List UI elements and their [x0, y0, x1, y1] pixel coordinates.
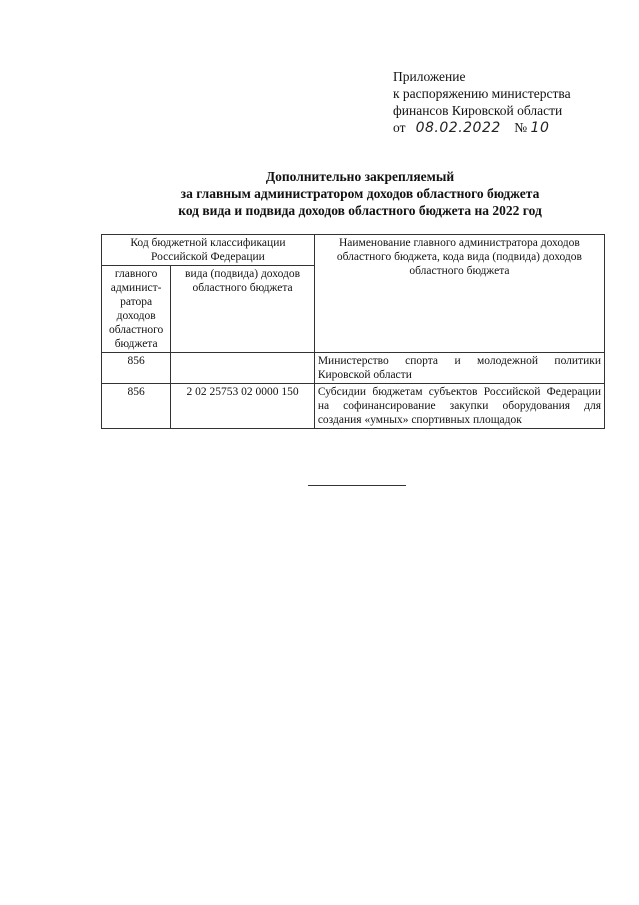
header-admin-code: главного админист-ратора доходов областного бюджета — [102, 266, 171, 353]
budget-code-table — [101, 234, 605, 429]
appendix-line-3: финансов Кировской области — [393, 103, 563, 118]
header-budget-classification: Код бюджетной классификации Российской Федерации — [102, 235, 315, 266]
table-row — [102, 384, 605, 429]
number-sign: № — [514, 120, 528, 135]
appendix-date-line — [393, 119, 623, 137]
table-header-row-1 — [102, 235, 605, 266]
title-line-1: Дополнительно закрепляемый — [265, 169, 455, 184]
handwritten-date: 08.02.2022 — [415, 120, 501, 136]
title-line-3: код вида и подвида доходов областного бюджета на 2022 год — [178, 203, 542, 218]
header-income-code: вида (подвида) доходов областного бюджета — [171, 266, 315, 353]
table-row — [102, 353, 605, 384]
closing-rule — [308, 485, 406, 486]
admin-code-cell: 856 — [102, 353, 171, 384]
name-cell: Субсидии бюджетам субъектов Российской Федерации на софинансирование закупки оборудования для создания «умных» спортивных площадок — [314, 384, 604, 429]
document-title — [100, 168, 620, 219]
income-code-cell: 2 02 25753 02 0000 150 — [171, 384, 315, 429]
name-cell: Министерство спорта и молодежной политики Кировской области — [314, 353, 604, 384]
appendix-line-1: Приложение — [393, 69, 466, 84]
title-line-2: за главным администратором доходов областного бюджета — [180, 186, 540, 201]
admin-code-cell: 856 — [102, 384, 171, 429]
date-prefix: от — [393, 120, 406, 135]
header-administrator-name: Наименование главного администратора доходов областного бюджета, кода вида (подвида) доходов областного бюджета — [314, 235, 604, 353]
appendix-line-2: к распоряжению министерства — [393, 86, 571, 101]
handwritten-number: 10 — [530, 120, 550, 136]
income-code-cell — [171, 353, 315, 384]
appendix-block — [393, 68, 623, 137]
